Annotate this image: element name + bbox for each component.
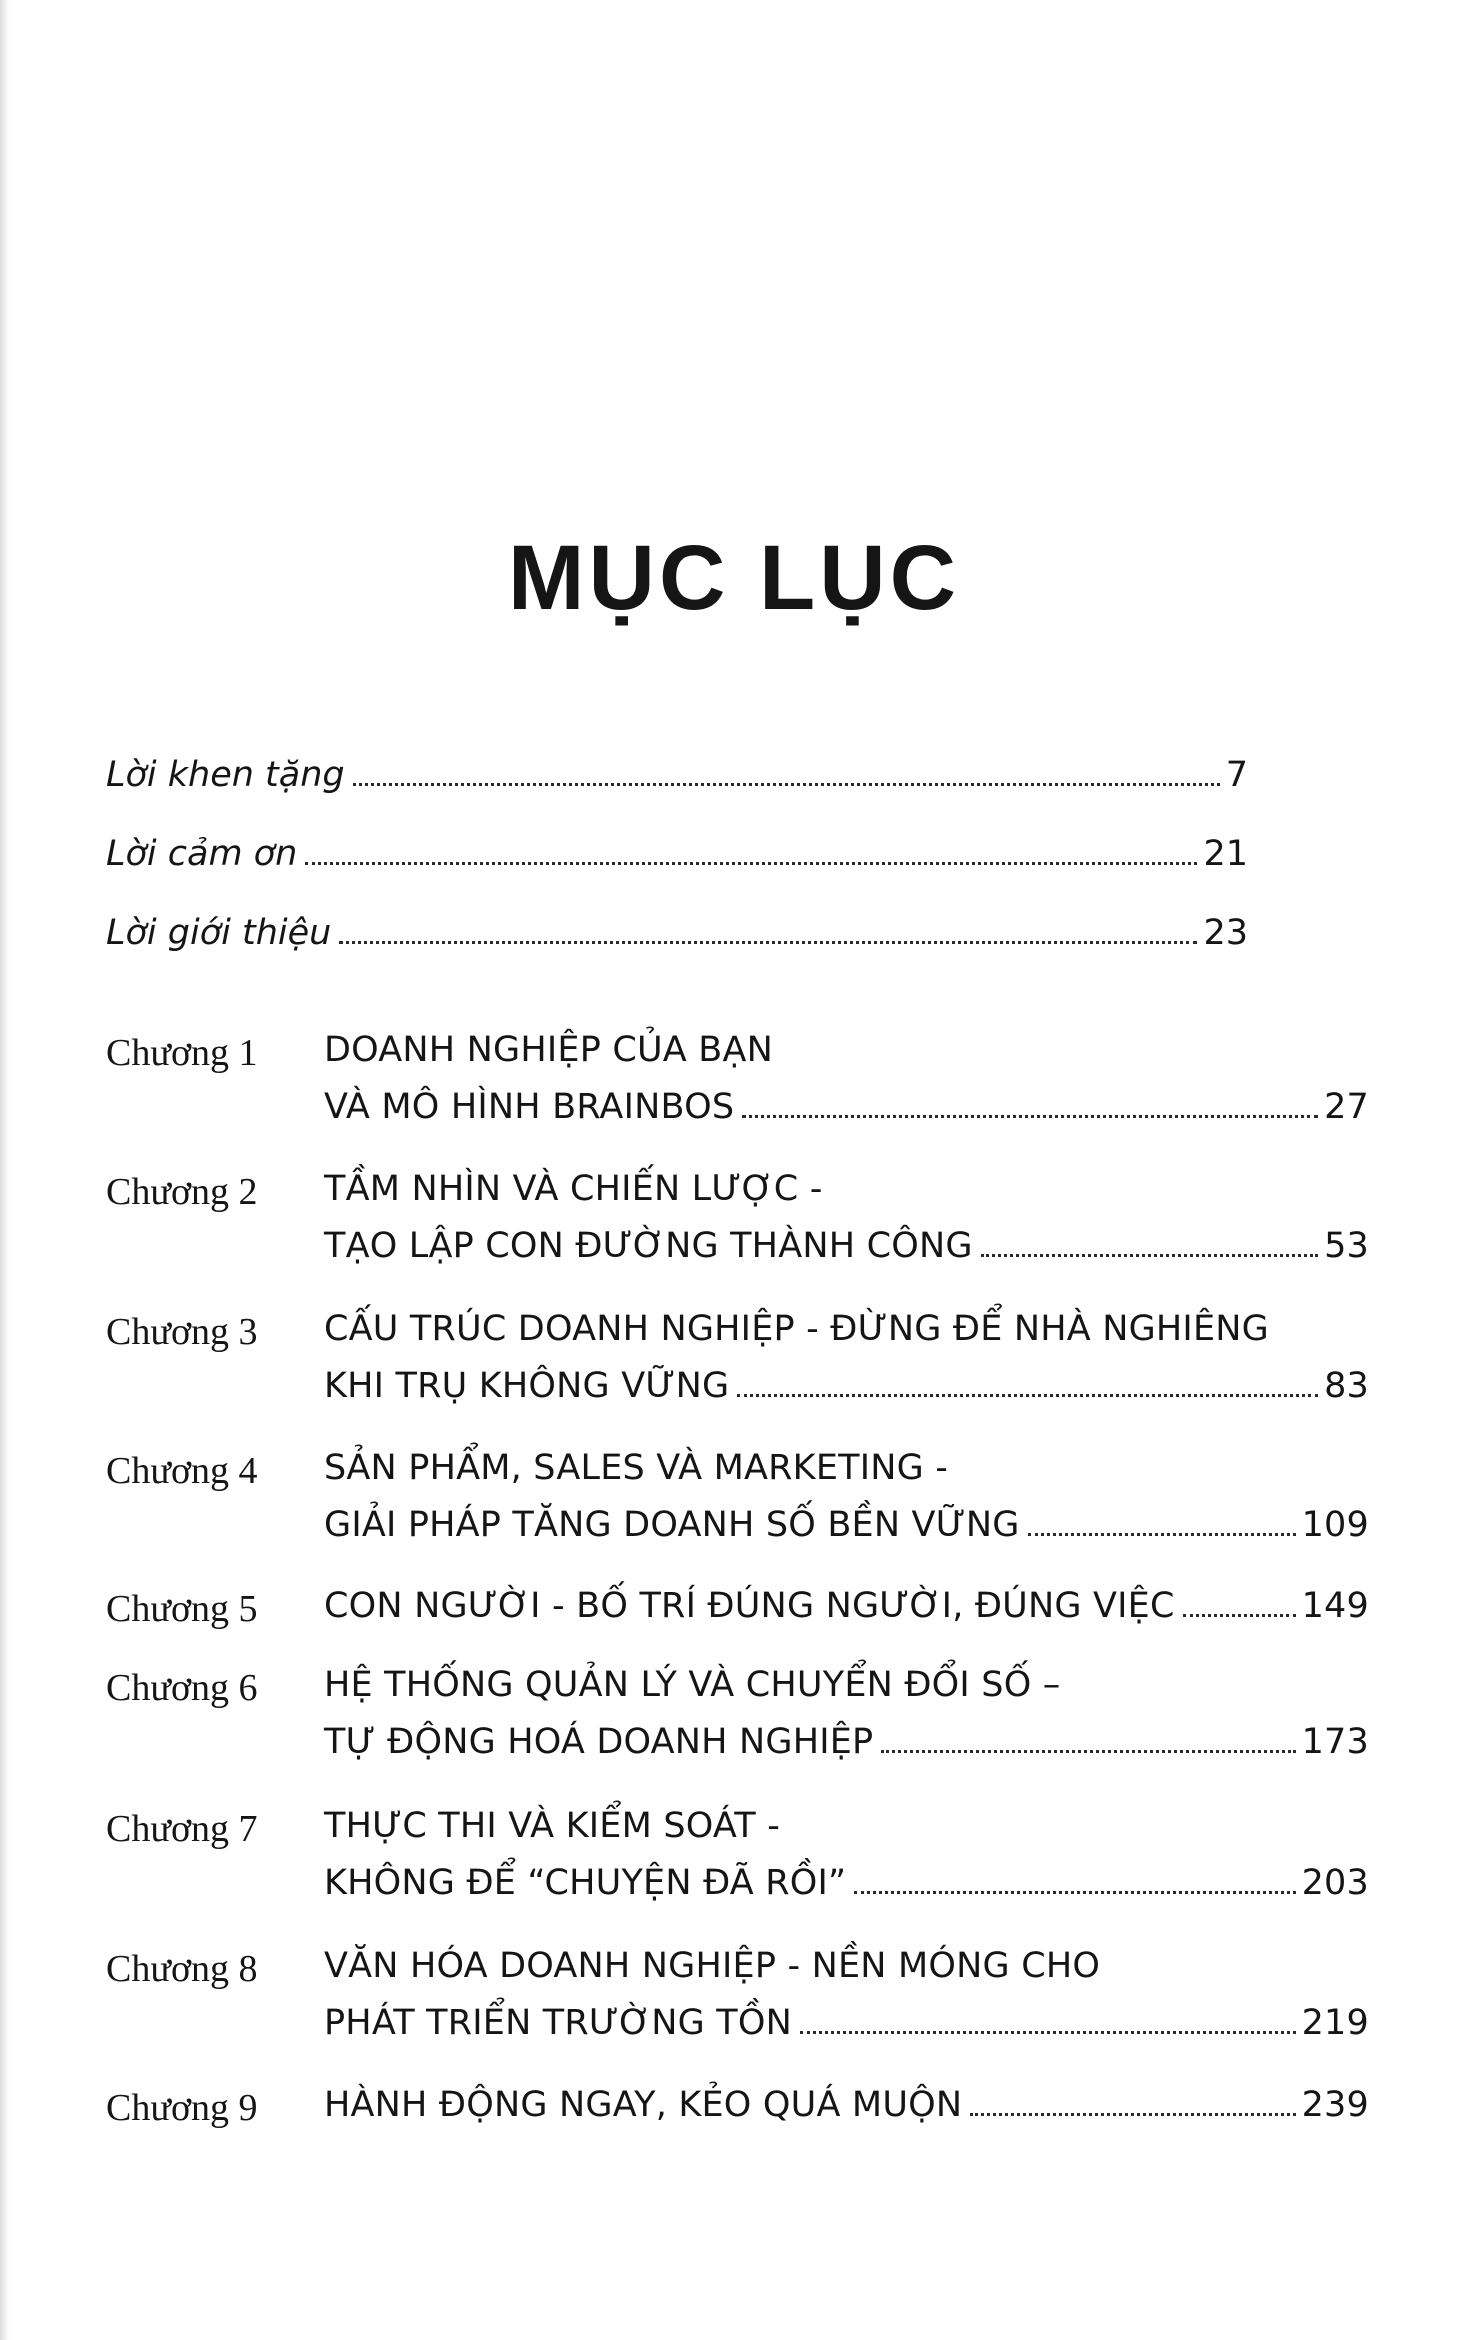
chapter-title-line-2 [324,1226,1369,1286]
chapter-title-line-1 [324,1946,1369,2006]
toc-page-number: 53 [1324,1226,1369,1266]
chapter-label: Chương 6 [106,1667,258,1709]
toc-entry-loi-khen-tang[interactable] [106,755,1248,815]
toc-page-number: 109 [1301,1505,1369,1545]
toc-page-number: 203 [1301,1863,1369,1903]
chapter-title-line-1 [324,1448,1369,1508]
chapter-title-text: TẦM NHÌN VÀ CHIẾN LƯỢC - [324,1169,823,1209]
toc-page-number: 7 [1225,755,1248,795]
dot-leader [881,1750,1295,1753]
chapter-title-text: CẤU TRÚC DOANH NGHIỆP - ĐỪNG ĐỂ NHÀ NGHIÊNG [324,1309,1269,1349]
dot-leader [339,941,1197,944]
chapter-title-line-1 [324,1309,1369,1369]
dot-leader [305,862,1197,865]
toc-page-number: 21 [1203,834,1248,874]
chapter-title-text: HỆ THỐNG QUẢN LÝ VÀ CHUYỂN ĐỔI SỐ – [324,1665,1061,1705]
chapter-title-line-2 [324,2003,1369,2063]
chapter-title-text: CON NGƯỜI - BỐ TRÍ ĐÚNG NGƯỜI, ĐÚNG VIỆC [324,1586,1175,1626]
dot-leader [1028,1533,1296,1536]
toc-page-number: 173 [1301,1722,1369,1762]
toc-entry-label: Lời khen tặng [106,755,345,795]
chapter-label: Chương 9 [106,2087,258,2129]
chapter-title-line-1 [324,2085,1369,2145]
chapter-title-line-2 [324,1722,1369,1782]
chapter-title-line-2 [324,1087,1369,1147]
chapter-label: Chương 5 [106,1588,258,1630]
toc-page-number: 83 [1324,1366,1369,1406]
chapter-title-line-1 [324,1665,1369,1725]
chapter-title-text: VÀ MÔ HÌNH BRAINBOS [324,1087,735,1127]
toc-page-number: 219 [1301,2003,1369,2043]
chapter-title-text: GIẢI PHÁP TĂNG DOANH SỐ BỀN VỮNG [324,1505,1020,1545]
chapter-title-line-1 [324,1586,1369,1646]
toc-entry-label: Lời cảm ơn [106,834,298,874]
toc-entry-loi-cam-on[interactable] [106,834,1248,894]
toc-page-number: 239 [1301,2085,1369,2125]
chapter-title-text: DOANH NGHIỆP CỦA BẠN [324,1030,774,1070]
chapter-title-text: SẢN PHẨM, SALES VÀ MARKETING - [324,1448,949,1488]
dot-leader [800,2031,1296,2034]
chapter-title-line-2 [324,1505,1369,1565]
chapter-title-text: THỰC THI VÀ KIỂM SOÁT - [324,1806,781,1846]
chapter-title-line-1 [324,1169,1369,1229]
dot-leader [1183,1614,1296,1617]
dot-leader [854,1891,1295,1894]
chapter-title-line-1 [324,1806,1369,1866]
chapter-title-text: PHÁT TRIỂN TRƯỜNG TỒN [324,2003,793,2043]
chapter-title-text: HÀNH ĐỘNG NGAY, KẺO QUÁ MUỘN [324,2085,963,2125]
chapter-title-text: KHÔNG ĐỂ “CHUYỆN ĐÃ RỒI” [324,1863,847,1903]
chapter-label: Chương 2 [106,1171,258,1213]
dot-leader [737,1394,1318,1397]
toc-page-number: 27 [1324,1087,1369,1127]
dot-leader [742,1115,1318,1118]
chapter-title-text: TỰ ĐỘNG HOÁ DOANH NGHIỆP [324,1722,874,1762]
page-title: MỤC LỤC [507,526,961,629]
toc-page-number: 149 [1301,1586,1369,1626]
toc-entry-loi-gioi-thieu[interactable] [106,913,1248,973]
chapter-title-line-1 [324,1030,1369,1090]
dot-leader [353,783,1220,786]
page-edge-shadow [0,0,10,2340]
chapter-title-text: VĂN HÓA DOANH NGHIỆP - NỀN MÓNG CHO [324,1946,1101,1986]
chapter-title-text: KHI TRỤ KHÔNG VỮNG [324,1366,730,1406]
dot-leader [981,1254,1318,1257]
toc-entry-label: Lời giới thiệu [106,913,332,953]
chapter-title-text: TẠO LẬP CON ĐƯỜNG THÀNH CÔNG [324,1226,973,1266]
chapter-label: Chương 8 [106,1948,258,1990]
chapter-title-line-2 [324,1366,1369,1426]
toc-page-number: 23 [1203,913,1248,953]
chapter-title-line-2 [324,1863,1369,1923]
chapter-label: Chương 7 [106,1808,258,1850]
dot-leader [970,2113,1295,2116]
chapter-label: Chương 3 [106,1311,258,1353]
chapter-label: Chương 4 [106,1450,258,1492]
chapter-label: Chương 1 [106,1032,258,1074]
